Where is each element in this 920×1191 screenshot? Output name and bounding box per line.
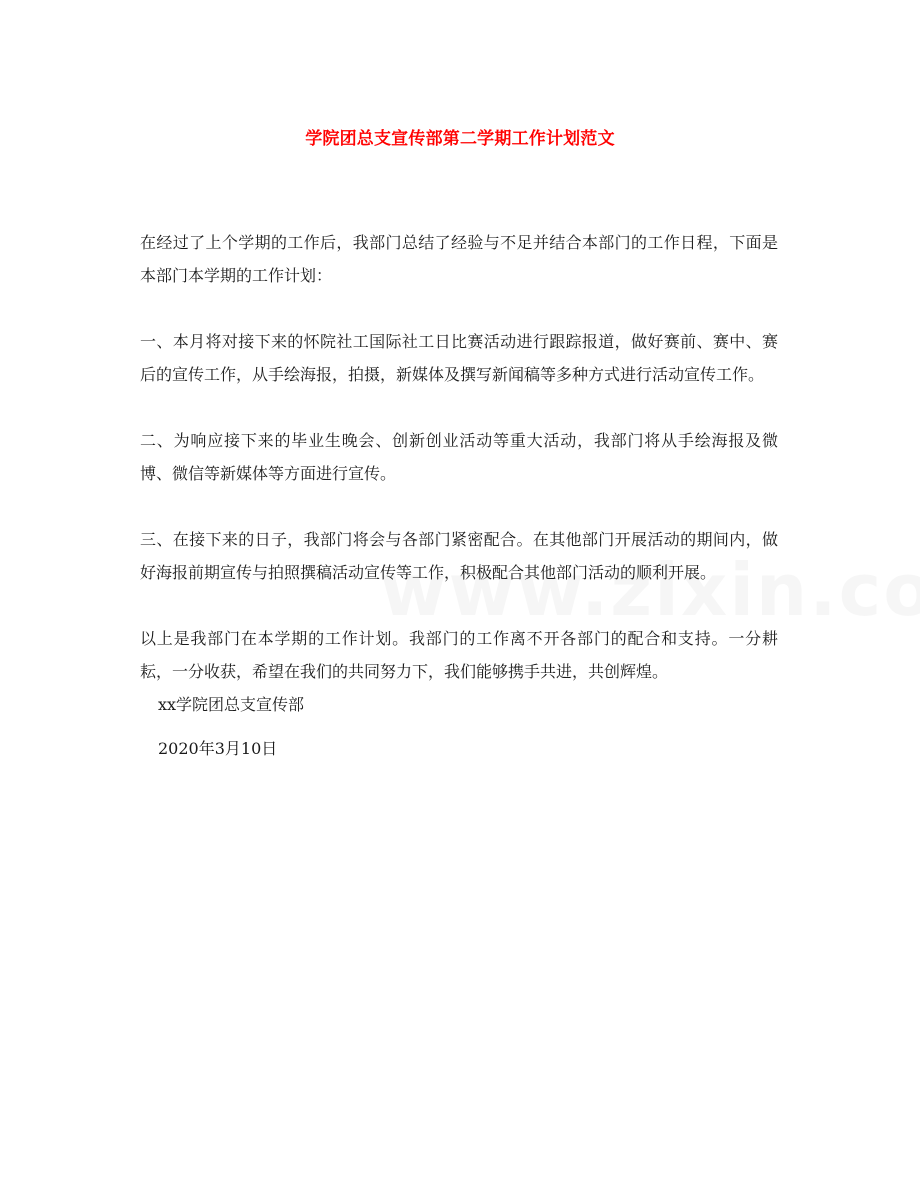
document-body [140,226,778,765]
plan-item-3-paragraph: 三、在接下来的日子，我部门将会与各部门紧密配合。在其他部门开展活动的期间内，做好海报前期宣传与拍照撰稿活动宣传等工作，积极配合其他部门活动的顺利开展。 [140,530,778,582]
signature: xx学院团总支宣传部 [158,695,305,714]
document-date: 2020年3月10日 [158,739,278,758]
closing-paragraph: 以上是我部门在本学期的工作计划。我部门的工作离不开各部门的配合和支持。一分耕耘，一分收获，希望在我们的共同努力下，我们能够携手共进，共创辉煌。 [140,629,778,681]
intro-paragraph: 在经过了上个学期的工作后，我部门总结了经验与不足并结合本部门的工作日程，下面是本部门本学期的工作计划： [140,233,778,285]
document-title: 学院团总支宣传部第二学期工作计划范文 [305,129,615,149]
plan-item-2-paragraph: 二、为响应接下来的毕业生晚会、创新创业活动等重大活动，我部门将从手绘海报及微博、微信等新媒体等方面进行宣传。 [140,431,778,483]
plan-item-1-paragraph: 一、本月将对接下来的怀院社工国际社工日比赛活动进行跟踪报道，做好赛前、赛中、赛后的宣传工作，从手绘海报，拍摄，新媒体及撰写新闻稿等多种方式进行活动宣传工作。 [140,332,778,384]
